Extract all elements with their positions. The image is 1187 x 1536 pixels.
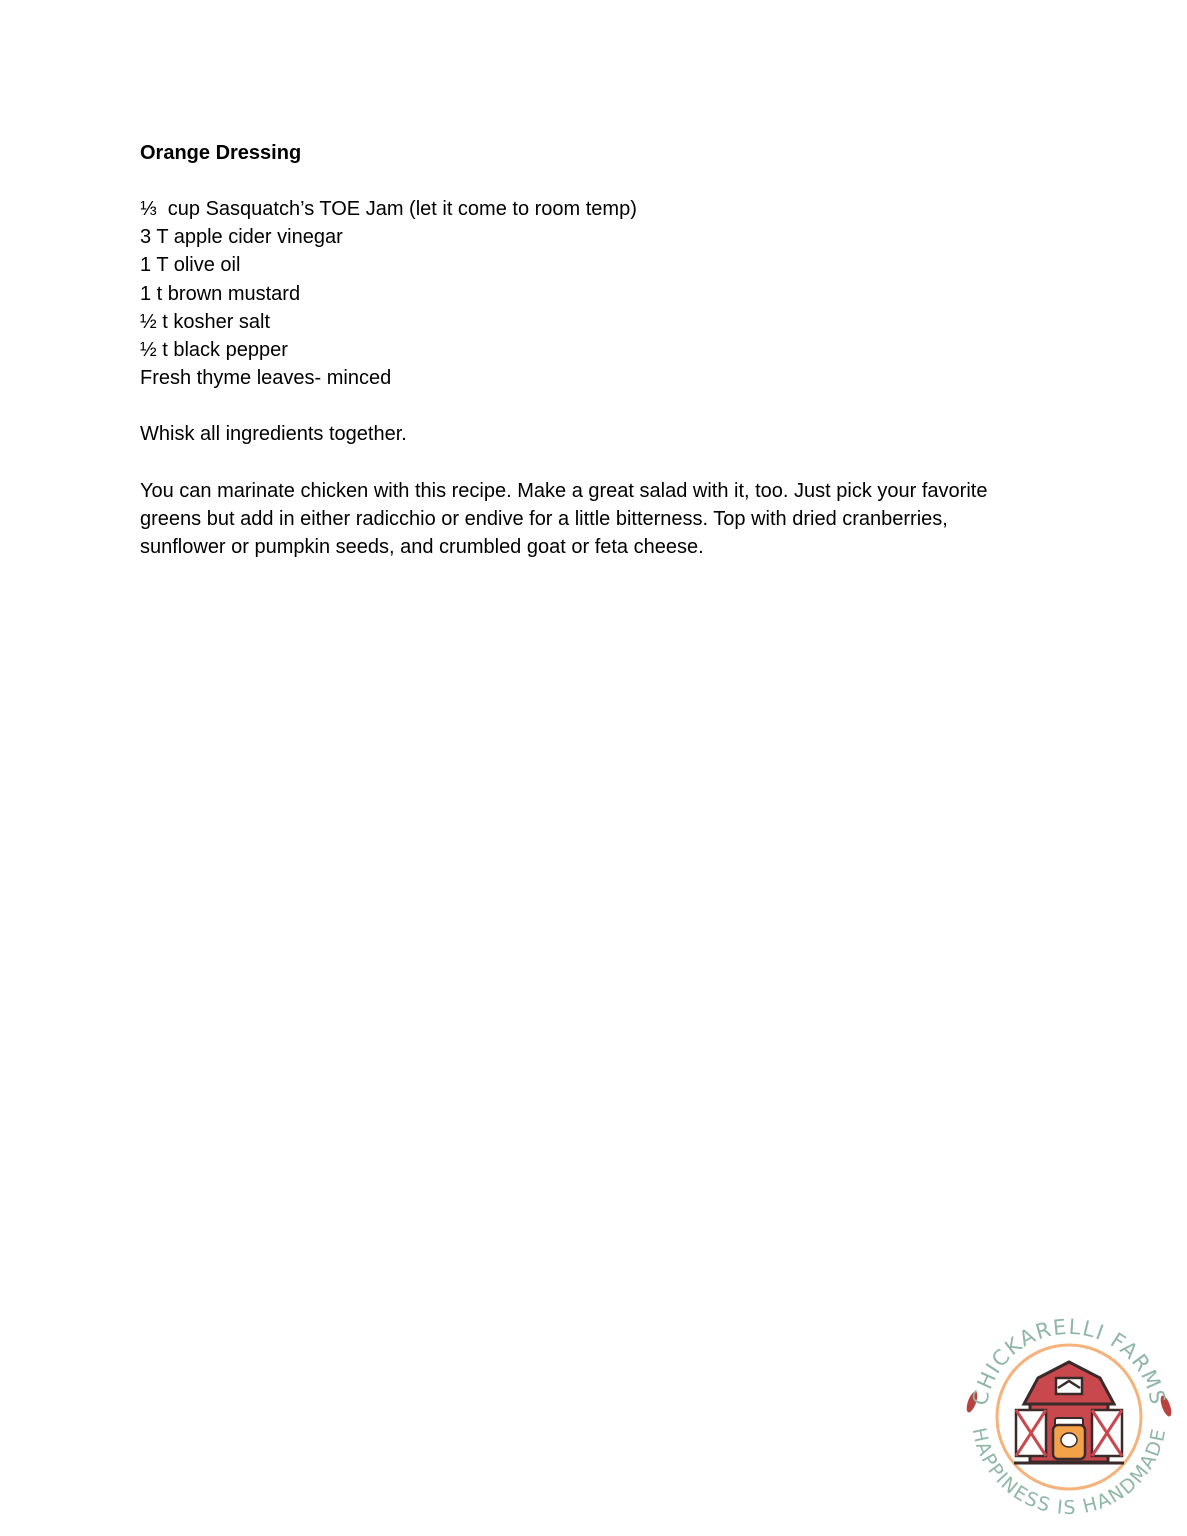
- ingredient-item: ½ t black pepper: [140, 339, 288, 362]
- ingredient-item: 3 T apple cider vinegar: [140, 226, 343, 249]
- ingredient-list: [140, 195, 1020, 392]
- ingredient-item: ½ t kosher salt: [140, 310, 271, 333]
- ingredient-item: 1 t brown mustard: [140, 282, 301, 305]
- ingredient-item: Fresh thyme leaves- minced: [140, 367, 392, 390]
- recipe-content: [140, 139, 1020, 589]
- ingredient-item: 1 T olive oil: [140, 254, 241, 277]
- recipe-notes: You can marinate chicken with this recipe. Make a great salad with it, too. Just pick your favorite greens but add in either radicchio or endive for a little bitterness. Top with dried cranberries, sunflower or pumpkin seeds, and crumbled goat or feta cheese.: [140, 479, 988, 559]
- recipe-title: Orange Dressing: [140, 142, 302, 164]
- barn-icon: [1014, 1362, 1124, 1463]
- farm-logo: [958, 1306, 1180, 1528]
- ingredient-item: ⅓ cup Sasquatch’s TOE Jam (let it come to room temp): [140, 198, 637, 220]
- logo-top-text: CHICKARELLI FARMS: [967, 1314, 1171, 1408]
- recipe-instructions: Whisk all ingredients together.: [140, 423, 407, 446]
- logo-bottom-text: HAPPINESS IS HANDMADE: [967, 1425, 1171, 1520]
